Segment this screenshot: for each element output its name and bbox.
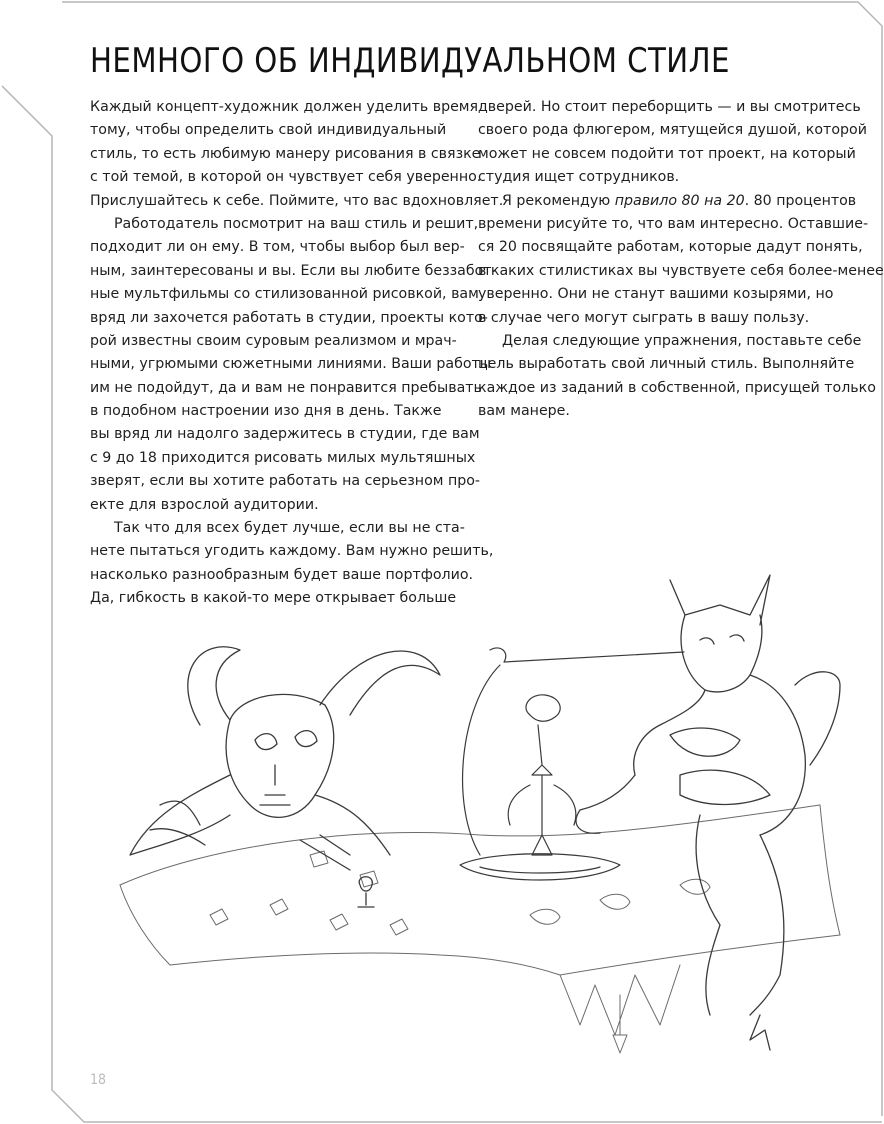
text-line: своего рода флюгером, мятущейся душой, которой bbox=[478, 122, 867, 139]
text-line: екте для взрослой аудитории. bbox=[90, 496, 319, 513]
text-column-left bbox=[90, 96, 504, 611]
text-line: цель выработать свой личный стиль. Выполняйте bbox=[478, 356, 855, 373]
hookah-drawing bbox=[460, 648, 684, 880]
text-line: стиль, то есть любимую манеру рисования в связке bbox=[90, 145, 481, 162]
page-number: 18 bbox=[90, 1072, 107, 1088]
text-line: тому, чтобы определить свой индивидуальный bbox=[90, 122, 447, 139]
text-line: дверей. Но стоит переборщить — и вы смотритесь bbox=[478, 99, 861, 115]
emphasis-text: правило 80 на 20 bbox=[614, 192, 745, 209]
text-line: вряд ли захочется работать в студии, проекты кото- bbox=[90, 309, 488, 326]
text-line: каждое из заданий в собственной, присущей только bbox=[478, 379, 876, 396]
text-line: ся 20 посвящайте работам, которые дадут понять, bbox=[478, 239, 863, 256]
text-line: ным, заинтересованы и вы. Если вы любите беззабот- bbox=[90, 262, 497, 279]
text-line: в случае чего могут сыграть в вашу пользу. bbox=[478, 309, 810, 326]
text-line: им не подойдут, да и вам не понравится пребывать bbox=[90, 379, 482, 396]
page-title: НЕМНОГО ОБ ИНДИВИДУАЛЬНОМ СТИЛЕ bbox=[90, 41, 730, 81]
text-line: с 9 до 18 приходится рисовать милых мультяшных bbox=[90, 449, 476, 466]
left-demon-drawing bbox=[130, 647, 440, 907]
text-line: нете пытаться угодить каждому. Вам нужно решить, bbox=[90, 543, 494, 560]
table-drawing bbox=[120, 805, 840, 1053]
text-line: насколько разнообразным будет ваше портфолио. bbox=[90, 566, 474, 583]
text-line: времени рисуйте то, что вам интересно. Оставшие- bbox=[478, 215, 869, 232]
text-line: Делая следующие упражнения, поставьте себе bbox=[502, 332, 862, 349]
text-line: Каждый концепт-художник должен уделить время bbox=[90, 99, 479, 115]
text-line: Прислушайтесь к себе. Поймите, что вас вдохновляет. bbox=[90, 192, 504, 209]
text-line: студия ищет сотрудников. bbox=[478, 169, 680, 186]
text-line: Так что для всех будет лучше, если вы не ста- bbox=[114, 520, 465, 537]
text-line: рой известны своим суровым реализмом и мрач- bbox=[90, 332, 457, 349]
text-line: может не совсем подойти тот проект, на который bbox=[478, 145, 856, 162]
text-line: с той темой, в которой он чувствует себя уверенно. bbox=[90, 169, 482, 186]
right-demon-drawing bbox=[576, 575, 840, 1050]
text-line: вам манере. bbox=[478, 403, 570, 420]
text-line: ными, угрюмыми сюжетными линиями. Ваши работы bbox=[90, 356, 491, 373]
text-line: в каких стилистиках вы чувствуете себя более-менее bbox=[478, 262, 884, 279]
text-column-right bbox=[478, 96, 884, 423]
text-line: вы вряд ли надолго задержитесь в студии, где вам bbox=[90, 426, 480, 443]
text-line: Я рекомендую правило 80 на 20. 80 процентов bbox=[502, 192, 857, 209]
text-line: в подобном настроении изо дня в день. Также bbox=[90, 403, 442, 420]
text-line: уверенно. Они не станут вашими козырями, но bbox=[478, 286, 834, 303]
text-line: ные мультфильмы со стилизованной рисовкой, вам bbox=[90, 286, 479, 303]
text-line: Да, гибкость в какой-то мере открывает больше bbox=[90, 590, 457, 607]
text-line: зверят, если вы хотите работать на серьезном про- bbox=[90, 473, 481, 490]
text-line: подходит ли он ему. В том, чтобы выбор был вер- bbox=[90, 239, 465, 256]
sketch-illustration bbox=[60, 555, 860, 1100]
text-line: Работодатель посмотрит на ваш стиль и решит, bbox=[114, 215, 479, 232]
